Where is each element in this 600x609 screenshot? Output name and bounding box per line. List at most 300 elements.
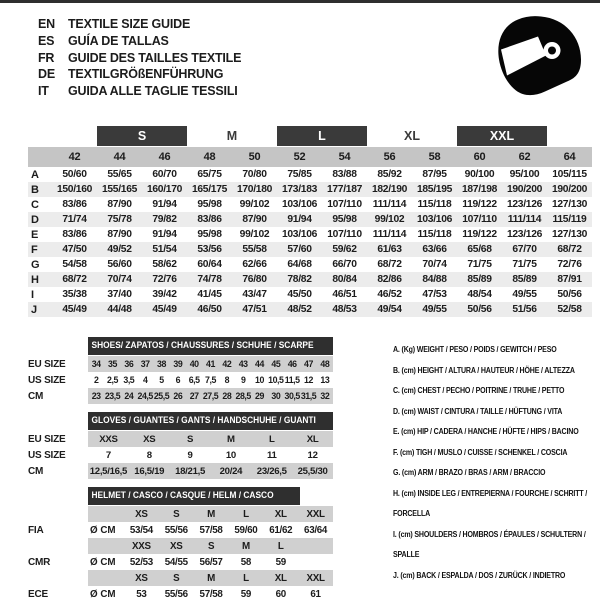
shoe-eu-size: 44 bbox=[255, 359, 264, 369]
size-value-cell: 46/50 bbox=[197, 304, 222, 315]
row-values bbox=[52, 304, 592, 315]
size-table-row-c bbox=[28, 197, 592, 212]
gloves-cm-row bbox=[28, 463, 333, 479]
size-value-cell: 62/66 bbox=[242, 259, 267, 270]
shoes-title-bar bbox=[88, 337, 333, 355]
shoes-eu-values bbox=[88, 356, 333, 372]
helmet-ece-value: 59 bbox=[240, 588, 252, 600]
size-group-row bbox=[28, 126, 592, 146]
size-value-cell: 107/110 bbox=[327, 229, 362, 240]
size-value-cell: 43/47 bbox=[242, 289, 267, 300]
size-number: 46 bbox=[158, 151, 171, 163]
glove-us-size: 7 bbox=[105, 449, 111, 461]
size-value-cell: 91/94 bbox=[152, 229, 177, 240]
size-value-cell: 60/64 bbox=[197, 259, 222, 270]
shoe-eu-size: 38 bbox=[157, 359, 166, 369]
size-value-cell: 50/60 bbox=[62, 169, 87, 180]
row-label: G bbox=[31, 258, 40, 271]
racing-helmet-icon bbox=[487, 12, 587, 107]
size-value-cell: 119/122 bbox=[462, 229, 497, 240]
size-value-cell: 190/200 bbox=[551, 184, 588, 195]
size-value-cell: 85/89 bbox=[512, 274, 537, 285]
size-value-cell: 50/56 bbox=[557, 289, 582, 300]
shoe-us-size: 13 bbox=[320, 375, 330, 385]
legend-item-g: G. (cm) ARM / BRAZO / BRAS / ARM / BRACCIO bbox=[393, 467, 546, 477]
size-value-cell: 99/102 bbox=[374, 214, 405, 225]
size-value-cell: 87/90 bbox=[107, 199, 132, 210]
glove-eu-size: XXS bbox=[99, 433, 118, 445]
size-value-cell: 82/86 bbox=[377, 274, 402, 285]
size-value-cell: 44/48 bbox=[107, 304, 132, 315]
size-value-cell: 39/42 bbox=[152, 289, 177, 300]
size-value-cell: 95/100 bbox=[509, 169, 540, 180]
size-value-cell: 87/91 bbox=[557, 274, 582, 285]
sub-tables bbox=[28, 336, 333, 609]
size-value-cell: 48/52 bbox=[287, 304, 312, 315]
size-number: 62 bbox=[518, 151, 531, 163]
size-value-cell: 37/40 bbox=[107, 289, 132, 300]
shoe-cm-size: 28 bbox=[222, 391, 232, 401]
size-value-cell: 48/54 bbox=[467, 289, 492, 300]
legend-item-d: D. (cm) WAIST / CINTURA / TAILLE / HÜFTUNG / VITA bbox=[393, 405, 563, 416]
fia-sizes bbox=[88, 506, 333, 522]
size-value-cell: 45/49 bbox=[152, 304, 177, 315]
shoe-cm-size: 27,5 bbox=[202, 391, 219, 401]
size-value-cell: 49/55 bbox=[422, 304, 447, 315]
helmet-title: HELMET / CASCO / CASQUE / HELM / CASCO bbox=[91, 490, 274, 501]
gloves-us-values bbox=[88, 447, 333, 463]
size-value-cell: 68/72 bbox=[557, 244, 582, 255]
size-table-body bbox=[28, 167, 592, 317]
size-value-cell: 71/75 bbox=[512, 259, 537, 270]
size-value-cell: 64/68 bbox=[287, 259, 312, 270]
legend-item-a: A. (Kg) WEIGHT / PESO / POIDS / GEWITCH / PESO bbox=[393, 344, 557, 354]
gloves-cm-values bbox=[88, 463, 333, 479]
top-border-rule bbox=[0, 0, 600, 3]
size-group-xl: XL bbox=[404, 129, 420, 143]
shoes-table bbox=[28, 336, 333, 404]
glove-eu-size: S bbox=[187, 433, 194, 445]
shoes-cm-values bbox=[88, 388, 333, 404]
size-value-cell: 71/74 bbox=[62, 214, 87, 225]
shoe-eu-size: 36 bbox=[124, 359, 134, 369]
lang-text: GUIDA ALLE TAGLIE TESSILI bbox=[68, 84, 238, 99]
lang-text: GUIDE DES TAILLES TEXTILE bbox=[68, 50, 242, 65]
textile-size-table bbox=[28, 126, 592, 317]
size-value-cell: 185/195 bbox=[416, 184, 453, 195]
glove-us-size: 11 bbox=[266, 449, 277, 461]
helmet-title-row bbox=[28, 486, 333, 505]
size-value-cell: 49/55 bbox=[512, 289, 537, 300]
row-label: D bbox=[31, 213, 39, 226]
helmet-size-label: M bbox=[207, 572, 215, 584]
lang-code: EN bbox=[38, 17, 55, 31]
glove-us-size: 8 bbox=[146, 449, 152, 461]
size-value-cell: 111/114 bbox=[372, 229, 407, 240]
size-value-cell: 83/86 bbox=[62, 199, 87, 210]
shoe-cm-size: 31,5 bbox=[300, 391, 317, 401]
size-value-cell: 83/88 bbox=[332, 169, 357, 180]
shoe-eu-size: 42 bbox=[222, 359, 232, 369]
glove-cm-size: 12,5/16,5 bbox=[89, 465, 128, 477]
size-value-cell: 35/38 bbox=[62, 289, 87, 300]
size-value-cell: 79/82 bbox=[152, 214, 177, 225]
size-value-cell: 107/110 bbox=[327, 199, 362, 210]
lang-row-en bbox=[38, 16, 241, 33]
size-value-cell: 90/100 bbox=[464, 169, 495, 180]
size-value-cell: 70/80 bbox=[242, 169, 267, 180]
size-number-row bbox=[28, 147, 592, 167]
helmet-size-label: S bbox=[173, 508, 180, 520]
shoe-cm-size: 24 bbox=[124, 391, 134, 401]
shoe-cm-size: 28,5 bbox=[235, 391, 251, 401]
shoe-cm-size: 25,5 bbox=[153, 391, 170, 401]
shoe-eu-size: 37 bbox=[140, 359, 150, 369]
legend-item-i: I. (cm) SHOULDERS / HOMBROS / ÉPAULES / SCHULTERN / SPALLE bbox=[393, 528, 586, 559]
size-table-row-d bbox=[28, 212, 592, 227]
shoe-us-size: 2 bbox=[93, 375, 99, 385]
row-label: US SIZE bbox=[28, 449, 66, 461]
size-value-cell: 99/102 bbox=[239, 229, 270, 240]
lang-row-fr bbox=[38, 50, 241, 67]
ece-sizes-row bbox=[28, 570, 333, 586]
size-value-cell: 87/90 bbox=[242, 214, 267, 225]
row-values bbox=[52, 229, 592, 240]
size-value-cell: 55/65 bbox=[107, 169, 132, 180]
glove-cm-size: 20/24 bbox=[219, 465, 243, 477]
size-table-row-j bbox=[28, 302, 592, 317]
size-value-cell: 75/78 bbox=[107, 214, 132, 225]
size-value-cell: 115/119 bbox=[552, 214, 587, 225]
helmet-size-label: M bbox=[207, 508, 215, 520]
measurement-legend bbox=[393, 339, 598, 585]
shoe-cm-size: 30 bbox=[271, 391, 281, 401]
helmet-size-label: L bbox=[277, 540, 284, 552]
size-value-cell: 123/126 bbox=[506, 229, 543, 240]
cmr-sizes-row bbox=[28, 538, 333, 554]
size-value-cell: 95/98 bbox=[332, 214, 357, 225]
diameter-unit: Ø CM bbox=[90, 524, 116, 536]
size-value-cell: 127/130 bbox=[551, 199, 588, 210]
size-value-cell: 111/114 bbox=[372, 199, 407, 210]
row-label: ECE bbox=[28, 588, 48, 600]
row-label: F bbox=[31, 243, 38, 256]
lang-code: DE bbox=[38, 67, 55, 82]
size-number: 52 bbox=[293, 151, 306, 163]
row-label: J bbox=[31, 303, 38, 316]
size-value-cell: 56/60 bbox=[107, 259, 132, 270]
size-value-cell: 173/183 bbox=[281, 184, 318, 195]
helmet-ece-value: 53 bbox=[136, 588, 147, 600]
size-value-cell: 87/95 bbox=[422, 169, 447, 180]
shoe-eu-size: 43 bbox=[238, 359, 248, 369]
size-value-cell: 75/85 bbox=[287, 169, 312, 180]
size-numbers bbox=[52, 151, 592, 163]
row-values bbox=[52, 244, 592, 255]
size-value-cell: 85/89 bbox=[467, 274, 492, 285]
size-value-cell: 58/62 bbox=[152, 259, 177, 270]
size-value-cell: 190/200 bbox=[506, 184, 543, 195]
shoe-cm-size: 32 bbox=[320, 391, 330, 401]
size-number: 56 bbox=[383, 151, 396, 163]
glove-us-size: 12 bbox=[307, 449, 318, 461]
lang-row-it bbox=[38, 83, 241, 100]
size-value-cell: 49/52 bbox=[107, 244, 132, 255]
gloves-table bbox=[28, 411, 333, 479]
glove-cm-size: 23/26,5 bbox=[256, 465, 287, 477]
shoe-eu-size: 46 bbox=[287, 359, 297, 369]
helmet-size-label: S bbox=[173, 572, 180, 584]
shoe-cm-size: 27 bbox=[189, 391, 199, 401]
row-values bbox=[52, 289, 592, 300]
size-value-cell: 150/160 bbox=[56, 184, 93, 195]
size-table-row-h bbox=[28, 272, 592, 287]
glove-eu-size: XL bbox=[306, 433, 319, 445]
shoe-us-size: 11,5 bbox=[284, 375, 300, 385]
helmet-fia-value: 55/56 bbox=[164, 524, 188, 536]
size-value-cell: 63/66 bbox=[422, 244, 447, 255]
size-value-cell: 49/54 bbox=[377, 304, 402, 315]
size-value-cell: 72/76 bbox=[152, 274, 177, 285]
size-value-cell: 68/72 bbox=[377, 259, 402, 270]
shoes-us-values bbox=[88, 372, 333, 388]
size-value-cell: 103/106 bbox=[281, 199, 318, 210]
size-value-cell: 165/175 bbox=[191, 184, 228, 195]
helmet-ece-value: 61 bbox=[310, 588, 321, 600]
helmet-title-bar bbox=[88, 487, 300, 505]
helmet-cmr-value: 52/53 bbox=[129, 556, 153, 568]
row-label: H bbox=[31, 273, 39, 286]
size-table-row-b bbox=[28, 182, 592, 197]
size-value-cell: 119/122 bbox=[462, 199, 497, 210]
glove-cm-size: 18/21,5 bbox=[175, 465, 206, 477]
fia-values bbox=[88, 522, 333, 538]
size-value-cell: 45/49 bbox=[62, 304, 87, 315]
size-value-cell: 84/88 bbox=[422, 274, 447, 285]
helmet-cmr-value: 59 bbox=[275, 556, 286, 568]
size-table-row-g bbox=[28, 257, 592, 272]
legend-item-h: H. (cm) INSIDE LEG / ENTREPIERNA / FOURCHE / SCHRITT / FORCELLA bbox=[393, 487, 588, 518]
size-value-cell: 47/53 bbox=[422, 289, 447, 300]
size-value-cell: 103/106 bbox=[281, 229, 318, 240]
gloves-title-bar bbox=[88, 412, 333, 430]
shoe-cm-size: 30,5 bbox=[284, 391, 300, 401]
helmet-cmr-value: 58 bbox=[240, 556, 252, 568]
shoe-eu-size: 35 bbox=[108, 359, 117, 369]
helmet-size-label: XXS bbox=[132, 540, 151, 552]
size-value-cell: 91/94 bbox=[287, 214, 312, 225]
row-label: EU SIZE bbox=[28, 358, 66, 370]
size-value-cell: 68/72 bbox=[62, 274, 87, 285]
size-number: 54 bbox=[338, 151, 351, 163]
helmet-ece-value: 55/56 bbox=[164, 588, 188, 600]
size-value-cell: 46/52 bbox=[377, 289, 402, 300]
gloves-eu-values bbox=[88, 431, 333, 447]
size-value-cell: 99/102 bbox=[239, 199, 270, 210]
cmr-values bbox=[88, 554, 333, 570]
helmet-size-label: XS bbox=[135, 508, 148, 520]
helmet-size-label: XS bbox=[135, 572, 148, 584]
shoes-eu-row bbox=[28, 356, 333, 372]
shoe-us-size: 7,5 bbox=[205, 375, 216, 385]
size-value-cell: 111/114 bbox=[507, 214, 542, 225]
size-value-cell: 95/98 bbox=[197, 229, 222, 240]
helmet-size-label: L bbox=[243, 572, 249, 584]
row-values bbox=[52, 169, 592, 180]
row-values bbox=[52, 259, 592, 270]
size-table-row-i bbox=[28, 287, 592, 302]
row-label: E bbox=[31, 228, 39, 241]
helmet-fia-value: 61/62 bbox=[269, 524, 293, 536]
gloves-title: GLOVES / GUANTES / GANTS / HANDSCHUHE / GUANTI bbox=[91, 415, 316, 426]
size-value-cell: 74/78 bbox=[197, 274, 222, 285]
row-label: CM bbox=[28, 390, 44, 402]
size-value-cell: 47/51 bbox=[242, 304, 267, 315]
size-number: 50 bbox=[248, 151, 261, 163]
row-label: EU SIZE bbox=[28, 433, 66, 445]
shoe-us-size: 2,5 bbox=[107, 375, 118, 385]
size-value-cell: 127/130 bbox=[551, 229, 588, 240]
glove-us-size: 9 bbox=[187, 449, 193, 461]
size-value-cell: 95/98 bbox=[197, 199, 222, 210]
gloves-title-row bbox=[28, 411, 333, 430]
group-spacer bbox=[52, 126, 97, 146]
helmet-size-label: XXL bbox=[306, 572, 325, 584]
size-value-cell: 51/54 bbox=[152, 244, 177, 255]
shoe-eu-size: 39 bbox=[173, 359, 183, 369]
legend-item-e: E. (cm) HIP / CADERA / HANCHE / HÜFTE / HIPS / BACINO bbox=[393, 426, 579, 436]
size-value-cell: 107/110 bbox=[462, 214, 497, 225]
glove-cm-size: 25,5/30 bbox=[297, 465, 328, 477]
row-label: US SIZE bbox=[28, 374, 66, 386]
size-number: 60 bbox=[473, 151, 486, 163]
cmr-sizes bbox=[88, 538, 333, 554]
lang-code: ES bbox=[38, 33, 55, 48]
size-value-cell: 91/94 bbox=[152, 199, 177, 210]
glove-cm-size: 16,5/19 bbox=[134, 465, 165, 477]
helmet-size-label: S bbox=[207, 540, 215, 552]
shoe-us-size: 9 bbox=[240, 375, 246, 385]
shoe-us-size: 6,5 bbox=[188, 375, 200, 385]
shoe-eu-size: 47 bbox=[304, 359, 313, 369]
shoe-us-size: 10 bbox=[255, 375, 264, 385]
helmet-ece-value: 57/58 bbox=[199, 588, 223, 600]
size-value-cell: 52/58 bbox=[557, 304, 582, 315]
shoes-title-row bbox=[28, 336, 333, 355]
size-value-cell: 80/84 bbox=[332, 274, 357, 285]
fia-values-row bbox=[28, 522, 333, 538]
helmet-size-label: XS bbox=[170, 540, 183, 552]
size-value-cell: 59/62 bbox=[332, 244, 357, 255]
glove-eu-size: L bbox=[268, 433, 275, 445]
fia-sizes-row bbox=[28, 506, 333, 522]
shoe-us-size: 10,5 bbox=[268, 375, 284, 385]
helmet-cmr-value: 56/57 bbox=[199, 556, 223, 568]
helmet-cmr-value: 54/55 bbox=[164, 556, 188, 568]
row-label: FIA bbox=[28, 524, 44, 536]
size-value-cell: 115/118 bbox=[417, 199, 452, 210]
shoe-cm-size: 26 bbox=[173, 391, 183, 401]
legend-item-f: F. (cm) TIGH / MUSLO / CUISSE / SCHENKEL / COSCIA bbox=[393, 446, 568, 457]
cmr-values-row bbox=[28, 554, 333, 570]
size-value-cell: 177/187 bbox=[326, 184, 363, 195]
size-group-xxl: XXL bbox=[457, 126, 547, 146]
size-value-cell: 87/90 bbox=[107, 229, 132, 240]
glove-eu-size: M bbox=[227, 433, 235, 445]
size-value-cell: 45/50 bbox=[287, 289, 312, 300]
size-value-cell: 66/70 bbox=[332, 259, 357, 270]
helmet-fia-value: 53/54 bbox=[129, 524, 153, 536]
legend-item-b: B. (cm) HEIGHT / ALTURA / HAUTEUR / HÖHE / ALTEZZA bbox=[393, 364, 575, 375]
row-label: C bbox=[31, 198, 39, 211]
shoe-us-size: 4 bbox=[142, 375, 148, 385]
helmet-ece-value: 60 bbox=[275, 588, 286, 600]
row-label: A bbox=[31, 168, 39, 181]
helmet-fia-value: 57/58 bbox=[199, 524, 223, 536]
size-value-cell: 70/74 bbox=[107, 274, 132, 285]
size-value-cell: 50/56 bbox=[467, 304, 492, 315]
row-values bbox=[52, 199, 592, 210]
size-group-s: S bbox=[97, 126, 187, 146]
helmet-fia-value: 63/64 bbox=[304, 524, 328, 536]
helmet-size-label: M bbox=[241, 540, 250, 552]
size-value-cell: 115/118 bbox=[417, 229, 452, 240]
size-number: 42 bbox=[68, 151, 81, 163]
shoes-cm-row bbox=[28, 388, 333, 404]
lang-row-de bbox=[38, 66, 241, 83]
size-number: 48 bbox=[203, 151, 216, 163]
shoe-eu-size: 48 bbox=[320, 359, 330, 369]
size-value-cell: 48/53 bbox=[332, 304, 357, 315]
size-number: 64 bbox=[563, 151, 576, 163]
size-table-row-a bbox=[28, 167, 592, 182]
size-value-cell: 53/56 bbox=[197, 244, 222, 255]
helmet-size-label: XL bbox=[274, 508, 287, 520]
size-value-cell: 105/115 bbox=[552, 169, 587, 180]
size-value-cell: 160/170 bbox=[146, 184, 183, 195]
size-value-cell: 70/74 bbox=[422, 259, 447, 270]
size-value-cell: 85/92 bbox=[377, 169, 402, 180]
helmet-size-label: L bbox=[243, 508, 249, 520]
shoes-title: SHOES/ ZAPATOS / CHAUSSURES / SCHUHE / SCARPE bbox=[91, 340, 314, 351]
size-table-row-e bbox=[28, 227, 592, 242]
size-group-m: M bbox=[226, 129, 238, 143]
size-value-cell: 60/70 bbox=[152, 169, 177, 180]
size-value-cell: 57/60 bbox=[287, 244, 312, 255]
helmet-fia-value: 59/60 bbox=[234, 524, 258, 536]
shoe-eu-size: 34 bbox=[91, 359, 101, 369]
glove-eu-size: XS bbox=[143, 433, 156, 445]
language-header bbox=[38, 16, 241, 100]
size-value-cell: 103/106 bbox=[416, 214, 453, 225]
size-value-cell: 76/80 bbox=[242, 274, 267, 285]
lang-code: IT bbox=[38, 84, 49, 99]
lang-row-es bbox=[38, 33, 241, 50]
size-value-cell: 155/165 bbox=[101, 184, 138, 195]
gloves-us-row bbox=[28, 447, 333, 463]
size-value-cell: 71/75 bbox=[467, 259, 492, 270]
corner-spacer bbox=[28, 126, 52, 146]
size-number: 44 bbox=[113, 151, 126, 163]
shoe-us-size: 5 bbox=[159, 375, 164, 385]
size-value-cell: 61/63 bbox=[377, 244, 402, 255]
row-label: CM bbox=[28, 465, 44, 477]
legend-item-j: J. (cm) BACK / ESPALDA / DOS / ZURÜCK / INDIETRO bbox=[393, 569, 566, 580]
shoe-us-size: 6 bbox=[175, 375, 181, 385]
size-value-cell: 67/70 bbox=[512, 244, 537, 255]
size-group-l: L bbox=[277, 126, 367, 146]
size-value-cell: 170/180 bbox=[236, 184, 273, 195]
